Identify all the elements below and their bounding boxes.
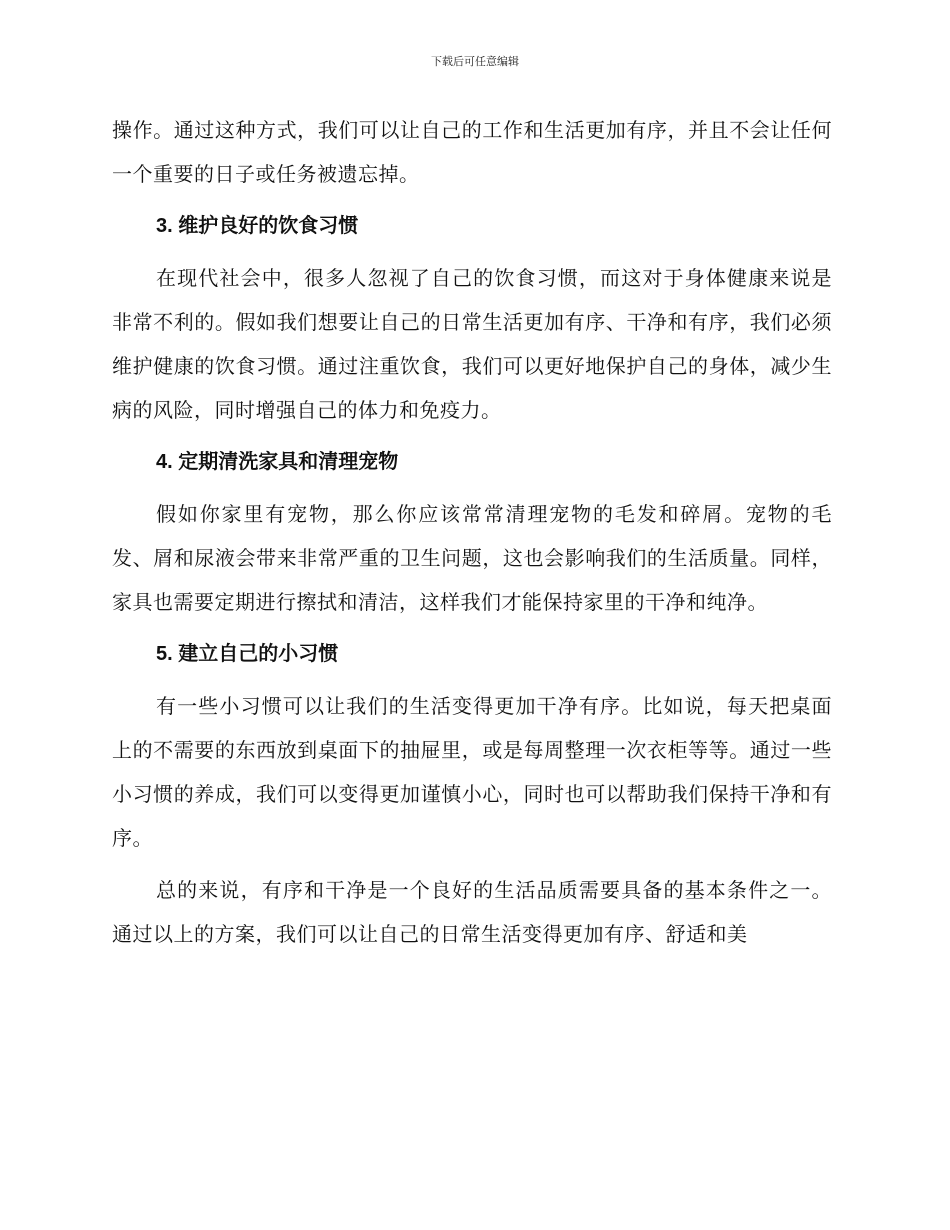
section-heading-3: 3. 维护良好的饮食习惯 xyxy=(156,215,359,237)
paragraph-continued: 操作。通过这种方式，我们可以让自己的工作和生活更加有序，并且不会让任何一个重要的日子或任务被遗忘掉。 xyxy=(112,118,832,186)
paragraph-small-habits: 有一些小习惯可以让我们的生活变得更加干净有序。比如说，每天把桌面上的不需要的东西放到桌面下的抽屉里，或是每周整理一次衣柜等等。通过一些小习惯的养成，我们可以变得更加谨慎小心，同时也可以帮助我们保持干净和有序。 xyxy=(112,694,832,850)
paragraph-conclusion: 总的来说，有序和干净是一个良好的生活品质需要具备的基本条件之一。通过以上的方案，我们可以让自己的日常生活变得更加有序、舒适和美 xyxy=(112,878,832,946)
section-heading-5: 5. 建立自己的小习惯 xyxy=(156,643,339,665)
page-header: 下载后可任意编辑 xyxy=(431,55,519,68)
section-heading-4: 4. 定期清洗家具和清理宠物 xyxy=(156,451,399,473)
paragraph-diet-habits: 在现代社会中，很多人忽视了自己的饮食习惯，而这对于身体健康来说是非常不利的。假如我们想要让自己的日常生活更加有序、干净和有序，我们必须维护健康的饮食习惯。通过注重饮食，我们可以更好地保护自己的身体，减少生病的风险，同时增强自己的体力和免疫力。 xyxy=(112,266,832,422)
paragraph-furniture-pets: 假如你家里有宠物，那么你应该常常清理宠物的毛发和碎屑。宠物的毛发、屑和尿液会带来非常严重的卫生问题，这也会影响我们的生活质量。同样，家具也需要定期进行擦拭和清洁，这样我们才能保持家里的干净和纯净。 xyxy=(112,502,832,614)
document-body xyxy=(112,108,832,956)
